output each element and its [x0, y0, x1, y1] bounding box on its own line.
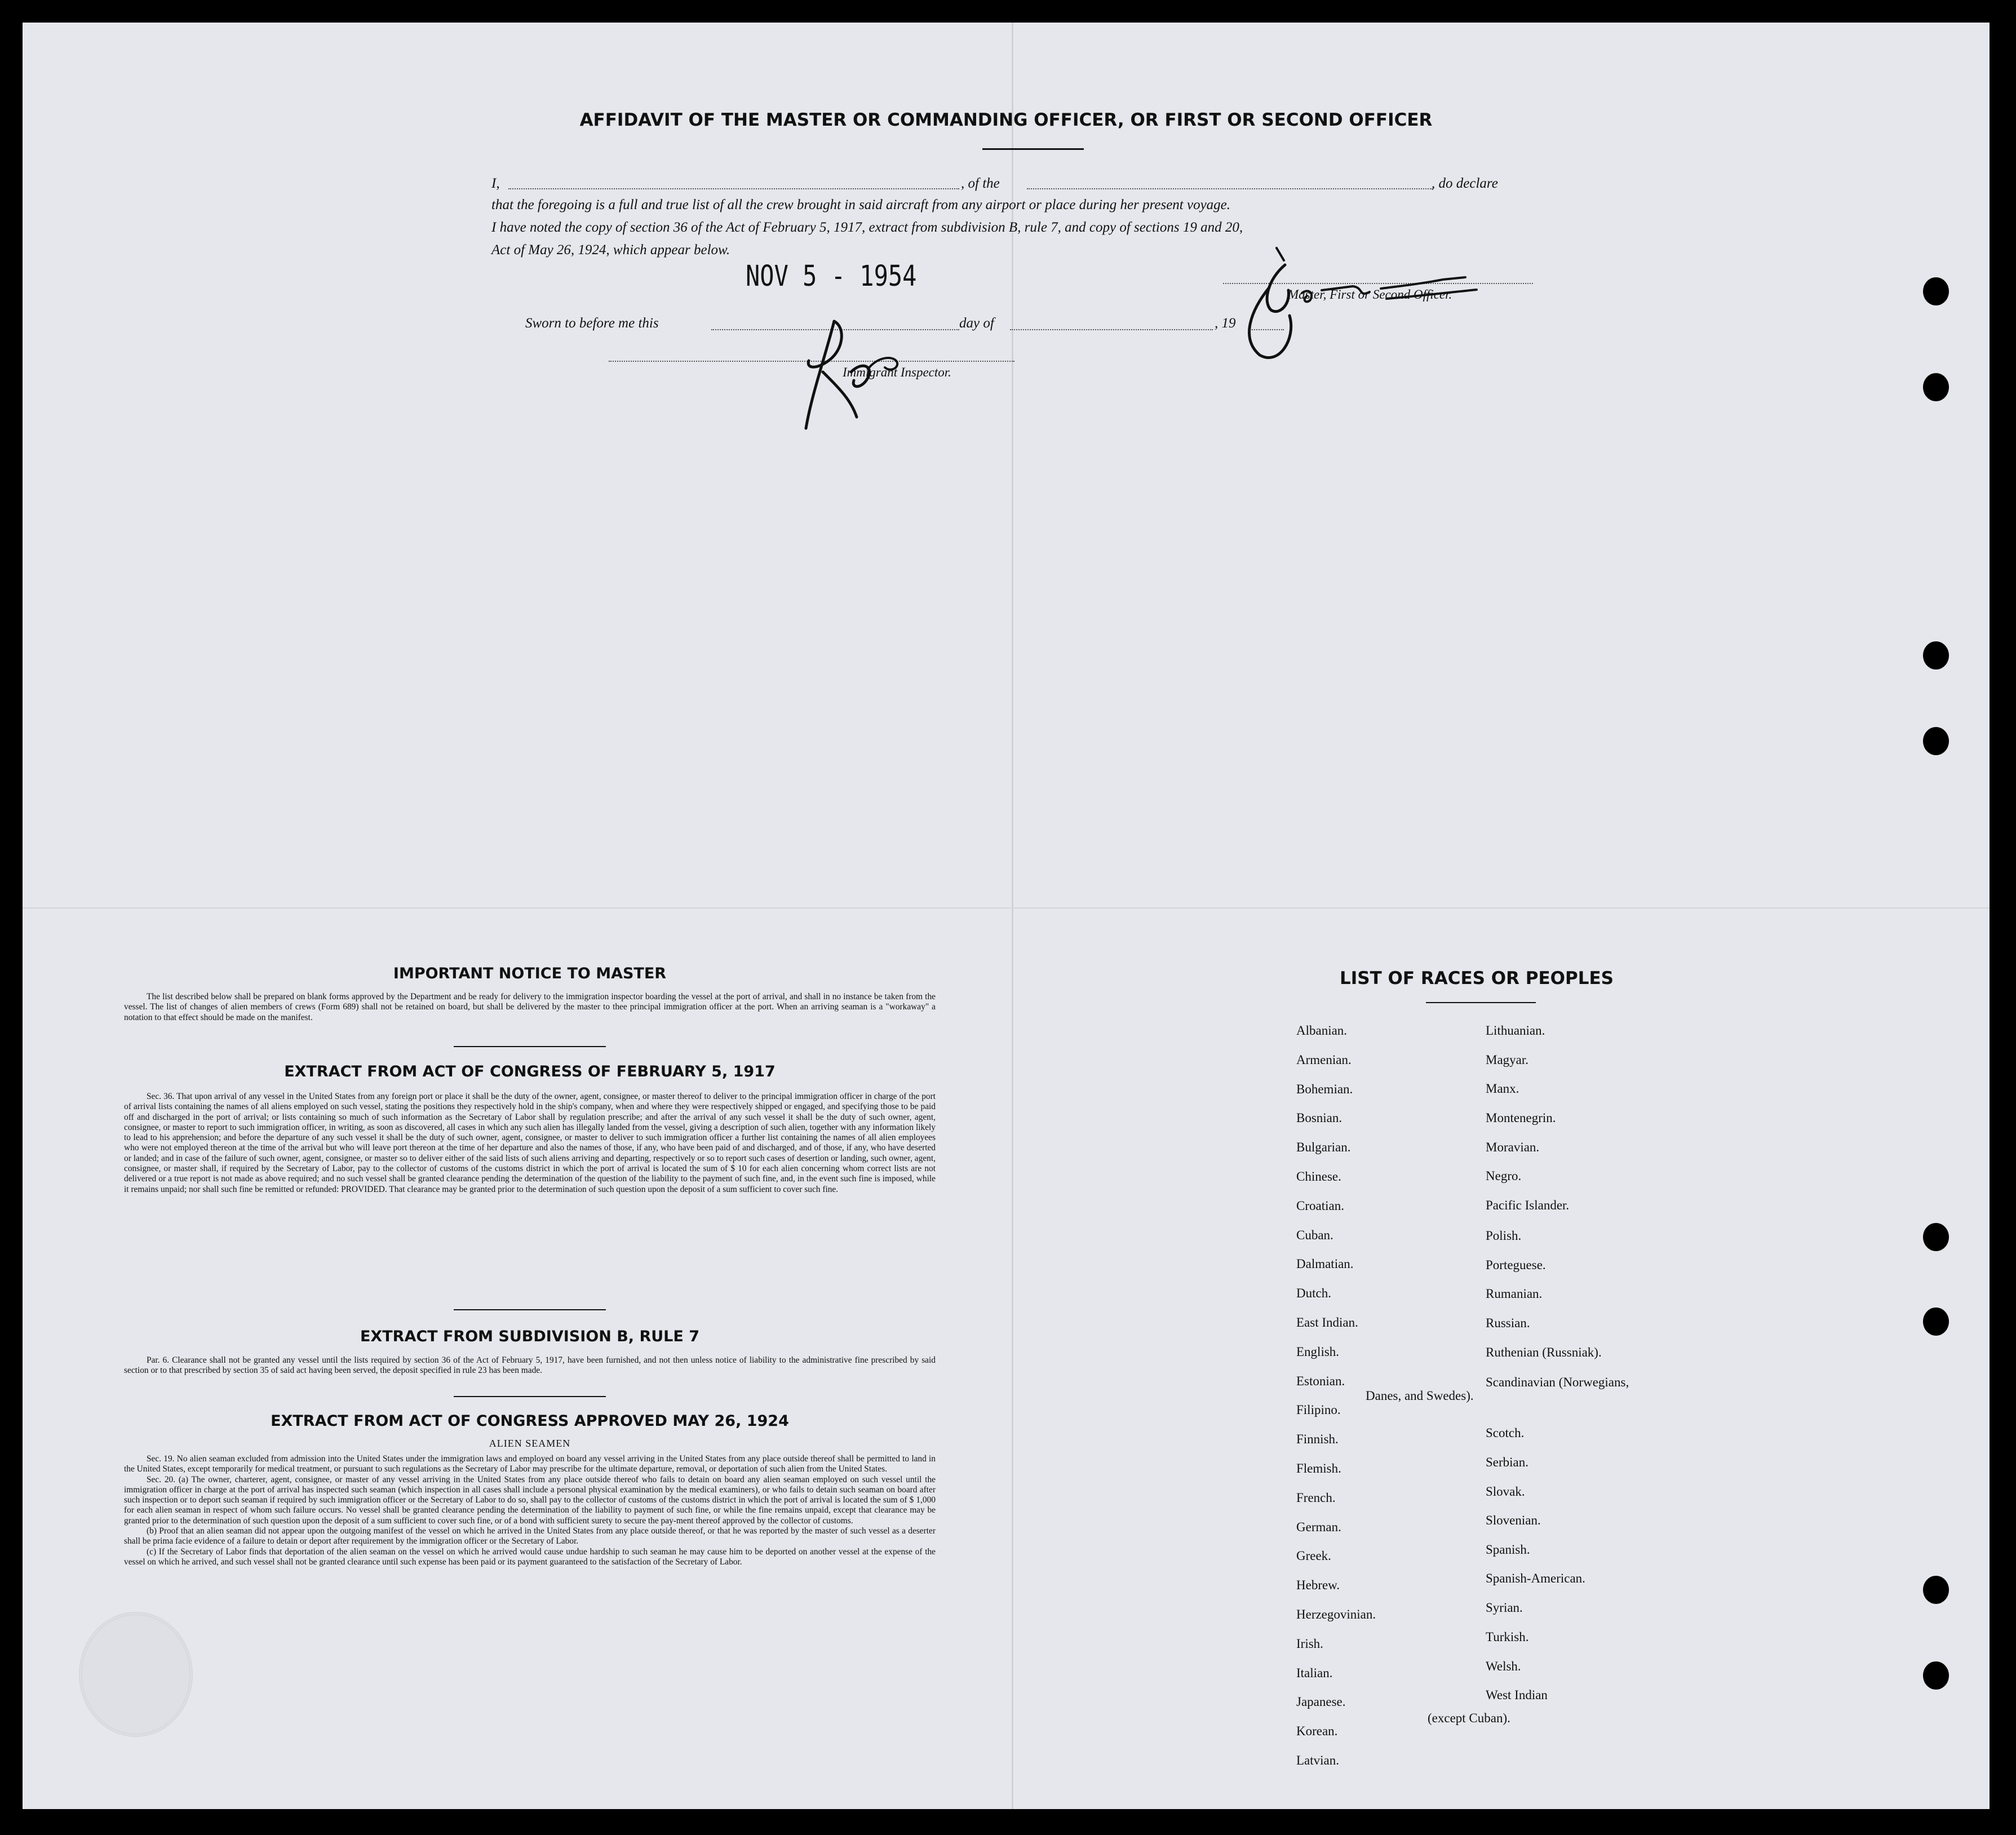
race-item: Pacific Islander.: [1486, 1198, 1570, 1212]
race-item: Bohemian.: [1296, 1082, 1353, 1096]
race-item: Croatian.: [1296, 1198, 1344, 1213]
race-item: Russian.: [1486, 1316, 1530, 1330]
race-item: Albanian.: [1296, 1023, 1348, 1038]
race-item: Bulgarian.: [1296, 1140, 1351, 1155]
race-item: Moravian.: [1486, 1140, 1540, 1154]
race-item: Bosnian.: [1296, 1111, 1342, 1125]
month-blank: [1010, 329, 1213, 330]
race-item: Greek.: [1296, 1549, 1331, 1563]
year-text: , 19: [1215, 316, 1236, 331]
punch-hole: [1923, 641, 1949, 670]
race-item: Herzegovinian.: [1296, 1607, 1376, 1621]
extract-1924-title: EXTRACT FROM ACT OF CONGRESS APPROVED MAY 26, 1924: [271, 1412, 789, 1430]
sec-19-paragraph: Sec. 19. No alien seaman excluded from admission into the United States under the immigration laws and employed on board any vessel arriving in the United States from any place outside thereof shall be permitted to land in the United States, except temporarily for medical treatment, or pursuant to such regulations as the Secretary of Labor may prescribe for the ultimate departure, removal, or deportation of such alien from the United States.: [124, 1454, 936, 1474]
extract-1917-divider: [454, 1309, 606, 1310]
day-of-text: day of: [959, 316, 994, 331]
race-item: East Indian.: [1296, 1315, 1358, 1329]
race-item: Armenian.: [1296, 1052, 1352, 1067]
date-stamp: NOV 5 - 1954: [746, 259, 917, 292]
race-item: Syrian.: [1486, 1601, 1523, 1615]
affidavit-line-2: that the foregoing is a full and true list of all the crew brought in said aircraft from any airport or place during her present voyage.: [491, 197, 1231, 212]
race-item: Finnish.: [1296, 1432, 1339, 1447]
alien-seamen-subtitle: ALIEN SEAMEN: [489, 1438, 571, 1449]
affidavit-title: AFFIDAVIT OF THE MASTER OR COMMANDING OFFICER, OR FIRST OR SECOND OFFICER: [579, 110, 1433, 130]
race-item: Irish.: [1296, 1636, 1323, 1651]
name-blank: [508, 188, 959, 189]
punch-hole: [1923, 1223, 1949, 1251]
punch-hole: [1923, 373, 1949, 401]
year-blank: [1250, 329, 1284, 330]
race-item: Porteguese.: [1486, 1258, 1546, 1272]
document-sheet: [23, 23, 1990, 1809]
race-item: Dutch.: [1296, 1286, 1331, 1301]
extract-1917-title: EXTRACT FROM ACT OF CONGRESS OF FEBRUARY 5, 1917: [284, 1063, 776, 1080]
punch-hole: [1923, 1307, 1949, 1336]
sworn-text: Sworn to before me this: [525, 316, 659, 331]
race-item: Slovak.: [1486, 1484, 1525, 1499]
race-item: German.: [1296, 1519, 1341, 1534]
race-item: Polish.: [1486, 1229, 1522, 1243]
race-item: Turkish.: [1486, 1630, 1529, 1644]
race-item: Rumanian.: [1486, 1287, 1543, 1301]
race-item: Negro.: [1486, 1169, 1522, 1183]
race-item: Serbian.: [1486, 1455, 1529, 1469]
race-item: French.: [1296, 1490, 1336, 1505]
race-item: English.: [1296, 1344, 1340, 1359]
affidavit-of-the: , of the: [961, 176, 1000, 191]
race-item: Ruthenian (Russniak).: [1486, 1345, 1602, 1359]
extract-rule7-title: EXTRACT FROM SUBDIVISION B, RULE 7: [360, 1328, 700, 1345]
affidavit-line-4: Act of May 26, 1924, which appear below.: [491, 242, 730, 258]
notice-divider: [454, 1046, 606, 1047]
sec-20c-paragraph: (c) If the Secretary of Labor finds that deportation of the alien seaman on the vessel on which he arrived would cause undue hardship to such seaman he may cause him to be deported on another vessel at the expense of the vessel on which he arrived, and such vessel shall not be granted clearance until such expense has been paid or its payment guaranteed to the satisfaction of the Secretary of Labor.: [124, 1546, 936, 1567]
punch-hole: [1923, 277, 1949, 305]
punch-hole: [1923, 727, 1949, 755]
race-item: Scotch.: [1486, 1426, 1525, 1440]
fold-crease-horizontal: [23, 907, 1990, 908]
aircraft-blank: [1027, 188, 1433, 189]
race-item: Hebrew.: [1296, 1578, 1340, 1593]
punch-hole: [1923, 1661, 1949, 1690]
race-item: Spanish.: [1486, 1543, 1530, 1557]
extract-rule7-body: Par. 6. Clearance shall not be granted any vessel until the lists required by section 36 of the Act of February 5, 1917, have been furnished, and not then unless notice of liability to the administrative fine prescribed by said section or to that prescribed by section 35 of said act having been served, the deposit specified in rule 23 has been made.: [124, 1355, 936, 1376]
race-cont-scandinavian: Danes, and Swedes).: [1366, 1389, 1474, 1403]
sec-20b-paragraph: (b) Proof that an alien seaman did not appear upon the outgoing manifest of the vessel on which he arrived in the United States from any place outside thereof, or that he was reported by the master of such vessel as a deserter shall be prima facie evidence of a failure to detain or deport after requirement by the immigration officer or the Secretary of Labor.: [124, 1526, 936, 1546]
inspector-caption: Immigrant Inspector.: [843, 365, 951, 379]
race-item: Korean.: [1296, 1724, 1338, 1739]
embossed-seal: [79, 1612, 193, 1737]
races-title: LIST OF RACES OR PEOPLES: [1339, 968, 1614, 989]
race-item: Filipino.: [1296, 1403, 1341, 1417]
extract-rule7-divider: [454, 1396, 606, 1397]
race-item: Slovenian.: [1486, 1513, 1541, 1527]
fold-crease-vertical: [1012, 23, 1013, 1809]
affidavit-declare: , do declare: [1432, 176, 1498, 191]
race-item: Montenegrin.: [1486, 1111, 1556, 1125]
race-item: Cuban.: [1296, 1227, 1333, 1242]
race-item: Japanese.: [1296, 1695, 1346, 1709]
inspector-signature: [772, 304, 919, 440]
race-cont-west-indian: (except Cuban).: [1428, 1711, 1510, 1725]
punch-hole: [1923, 1576, 1949, 1604]
race-item: Latvian.: [1296, 1753, 1339, 1767]
affidavit-i: I,: [491, 176, 500, 191]
race-item: Chinese.: [1296, 1169, 1341, 1184]
races-underline: [1426, 1002, 1536, 1003]
master-signature: [1217, 225, 1499, 361]
race-item: Welsh.: [1486, 1659, 1521, 1673]
race-item: Manx.: [1486, 1082, 1519, 1096]
race-item: Flemish.: [1296, 1461, 1341, 1475]
race-item: Estonian.: [1296, 1373, 1345, 1388]
race-item: Dalmatian.: [1296, 1257, 1354, 1271]
extract-1917-body: Sec. 36. That upon arrival of any vessel in the United States from any foreign port or place it shall be the duty of the owner, agent, consignee, or master thereof to deliver to the principal immigration officer in charge of the port of arrival lists containing the names of all aliens employed on such vessel, stating the positions they respectively hold in the ship's company, when and where they were respectively shipped or engaged, and specifying those to be paid off and discharged in the port of arrival; or lists containing so much of such information as the Secretary of Labor shall by regulation prescribe; and after the arrival of any such vessel it shall be the duty of such owner, agent, consignee, or master to report to such immigration officer, in writing, as soon as discovered, all cases in which any such alien has illegally landed from the vessel, giving a description of such alien, together with any information likely to lead to his apprehension; and before the departure of any such vessel it shall be the duty of such owner, agent, consignee, or master to deliver to such immigration officer a further list containing the names of all alien employees who were not employed thereon at the time of the arrival but who will leave port thereon at the time of her departure and also the names of those, if any, who have been paid of and discharged, and of those, if any, who have deserted or landed; and in case of the failure of such owner, agent, consignee, or master so to deliver either of the said lists of such aliens arriving and departing, respectively or so to report such cases of desertion or landing, such owner, agent, consignee, or master shall, if required by the Secretary of Labor, pay to the collector of customs of the customs district in which the port of arrival is located the sum of $ 10 for each alien concerning whom correct lists are not delivered or a true report is not made as above required; and no such vessel shall be granted clearance pending the determination of the question of the liability to the payment of such fine, and, in the event such fine is imposed, while it remains unpaid; nor shall such fine be remitted or refunded: PROVIDED. That clearance may be granted prior to the determination of such question upon the deposit of a sum sufficient to cover such fine.: [124, 1092, 936, 1194]
race-item: Scandinavian (Norwegians,: [1486, 1375, 1629, 1389]
notice-title: IMPORTANT NOTICE TO MASTER: [393, 965, 667, 982]
extract-1924-body: [124, 1454, 936, 1567]
sec-20a-paragraph: Sec. 20. (a) The owner, charterer, agent, consignee, or master of any vessel arriving in the United States from any place outside thereof who fails to detain on board any alien seaman employed on such vessel until the immigration officer in charge at the port of arrival has inspected such seaman (which inspection in all cases shall include a personal physical examination by the medical examiners), or who fails to detain such seaman on board after such inspection or to deport such seaman if required by such immigration officer or the Secretary of Labor to do so, shall pay to the collector of customs of the customs district in which the port of arrival is located the sum of $ 1,000 for each alien seaman in respect of whom such failure occurs. No vessel shall be granted clearance pending the determination of the liability to payment of such fine, or while the fine remains unpaid, except that clearance may be granted prior to the determination of such question upon the deposit of a sum sufficient to cover such fine, or of a bond with sufficient surety to secure the pay-ment thereof approved by the collector of customs.: [124, 1474, 936, 1526]
notice-body: The list described below shall be prepared on blank forms approved by the Department and be ready for delivery to the immigration inspector boarding the vessel at the port of arrival, and shall in no instance be taken from the vessel. The list of changes of alien members of crews (Form 689) shall not be retained on board, but shall be delivered by the master to thee principal immigration officer at the port. When an arriving seaman is a "workaway" a notation to that effect should be made on the manifest.: [124, 992, 936, 1022]
master-caption: Master, First or Second Officer.: [1288, 287, 1452, 302]
race-item: Lithuanian.: [1486, 1023, 1545, 1038]
race-item: West Indian: [1486, 1688, 1548, 1702]
race-item: Magyar.: [1486, 1053, 1529, 1067]
race-item: Italian.: [1296, 1665, 1333, 1680]
title-underline: [982, 148, 1084, 150]
race-item: Spanish-American.: [1486, 1571, 1585, 1585]
affidavit-line-3: I have noted the copy of section 36 of the Act of February 5, 1917, extract from subdivision B, rule 7, and copy of sections 19 and 20,: [491, 220, 1243, 235]
